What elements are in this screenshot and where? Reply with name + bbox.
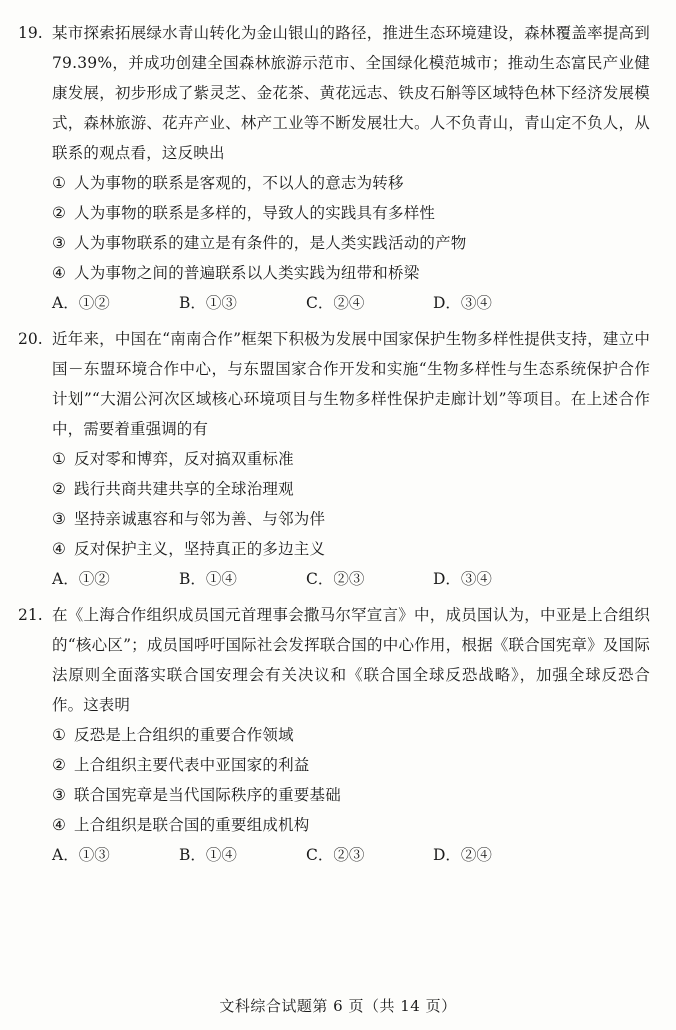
option-mark: ①: [52, 450, 66, 468]
option-item[interactable]: [18, 258, 650, 288]
option-item[interactable]: [18, 444, 650, 474]
option-item[interactable]: [18, 228, 650, 258]
question-21-body: [18, 600, 650, 720]
option-item[interactable]: [18, 474, 650, 504]
question-21: [18, 600, 650, 870]
option-text: 反对零和博弈，反对搞双重标准: [74, 450, 294, 468]
question-20-number: 20.: [18, 330, 43, 348]
question-21-choices: [18, 840, 650, 870]
option-item[interactable]: [18, 534, 650, 564]
choice-a[interactable]: A．①②: [52, 294, 110, 312]
page-footer: 文科综合试题第 6 页（共 14 页）: [219, 997, 457, 1015]
option-mark: ④: [52, 816, 66, 834]
question-20-choices: [18, 564, 650, 594]
question-20-stem: 近年来，中国在“南南合作”框架下积极为发展中国家保护生物多样性提供支持，建立中国－东盟环境合作中心，与东盟国家合作开发和实施“生物多样性与生态系统保护合作计划”“大湄公河次区域核心环境项目与生物多样性保护走廊计划”等项目。在上述合作中，需要着重强调的有: [52, 330, 650, 438]
choice-a[interactable]: A．①③: [52, 846, 110, 864]
option-text: 上合组织是联合国的重要组成机构: [74, 816, 310, 834]
option-mark: ①: [52, 726, 66, 744]
option-mark: ②: [52, 480, 66, 498]
question-21-stem: 在《上海合作组织成员国元首理事会撒马尔罕宣言》中，成员国认为，中亚是上合组织的“核心区”；成员国呼吁国际社会发挥联合国的中心作用，根据《联合国宪章》及国际法原则全面落实联合国安理会有关决议和《联合国全球反恐战略》，加强全球反恐合作。这表明: [52, 606, 650, 714]
option-text: 上合组织主要代表中亚国家的利益: [74, 756, 310, 774]
option-text: 人为事物之间的普遍联系以人类实践为纽带和桥梁: [74, 264, 420, 282]
option-item[interactable]: [18, 810, 650, 840]
question-20-body: [18, 324, 650, 444]
option-item[interactable]: [18, 780, 650, 810]
option-text: 坚持亲诚惠容和与邻为善、与邻为伴: [74, 510, 326, 528]
choice-b[interactable]: B．①④: [179, 846, 237, 864]
option-text: 践行共商共建共享的全球治理观: [74, 480, 294, 498]
option-item[interactable]: [18, 750, 650, 780]
option-mark: ④: [52, 540, 66, 558]
choice-b[interactable]: B．①③: [179, 294, 237, 312]
question-19-stem: 某市探索拓展绿水青山转化为金山银山的路径，推进生态环境建设，森林覆盖率提高到 79.39%，并成功创建全国森林旅游示范市、全国绿化模范城市；推动生态富民产业健康发展，初步形成了紫灵芝、金花茶、黄花远志、铁皮石斛等区域特色林下经济发展模式，森林旅游、花卉产业、林产工业等不断发展壮大。人不负青山，青山定不负人，从联系的观点看，这反映出: [52, 24, 650, 162]
option-mark: ①: [52, 174, 66, 192]
question-20-options: [18, 444, 650, 564]
option-mark: ②: [52, 204, 66, 222]
option-text: 反对保护主义，坚持真正的多边主义: [74, 540, 326, 558]
choice-d[interactable]: D．②④: [433, 846, 492, 864]
choice-d[interactable]: D．③④: [433, 294, 492, 312]
question-20: [18, 324, 650, 594]
option-text: 人为事物的联系是多样的，导致人的实践具有多样性: [74, 204, 436, 222]
option-mark: ③: [52, 234, 66, 252]
question-19-choices: [18, 288, 650, 318]
option-text: 反恐是上合组织的重要合作领域: [74, 726, 294, 744]
question-19-body: [18, 18, 650, 168]
option-text: 人为事物联系的建立是有条件的，是人类实践活动的产物: [74, 234, 467, 252]
option-item[interactable]: [18, 168, 650, 198]
option-text: 人为事物的联系是客观的，不以人的意志为转移: [74, 174, 404, 192]
choice-c[interactable]: C．②④: [306, 294, 365, 312]
question-21-options: [18, 720, 650, 840]
choice-c[interactable]: C．②③: [306, 570, 365, 588]
option-item[interactable]: [18, 504, 650, 534]
question-21-number: 21.: [18, 606, 43, 624]
choice-b[interactable]: B．①④: [179, 570, 237, 588]
option-mark: ③: [52, 510, 66, 528]
choice-d[interactable]: D．③④: [433, 570, 492, 588]
question-19-number: 19.: [18, 24, 43, 42]
option-mark: ③: [52, 786, 66, 804]
choice-c[interactable]: C．②③: [306, 846, 365, 864]
option-mark: ④: [52, 264, 66, 282]
option-mark: ②: [52, 756, 66, 774]
choice-a[interactable]: A．①②: [52, 570, 110, 588]
question-19-options: [18, 168, 650, 288]
option-item[interactable]: [18, 198, 650, 228]
question-19: [18, 18, 650, 318]
option-item[interactable]: [18, 720, 650, 750]
option-text: 联合国宪章是当代国际秩序的重要基础: [74, 786, 341, 804]
